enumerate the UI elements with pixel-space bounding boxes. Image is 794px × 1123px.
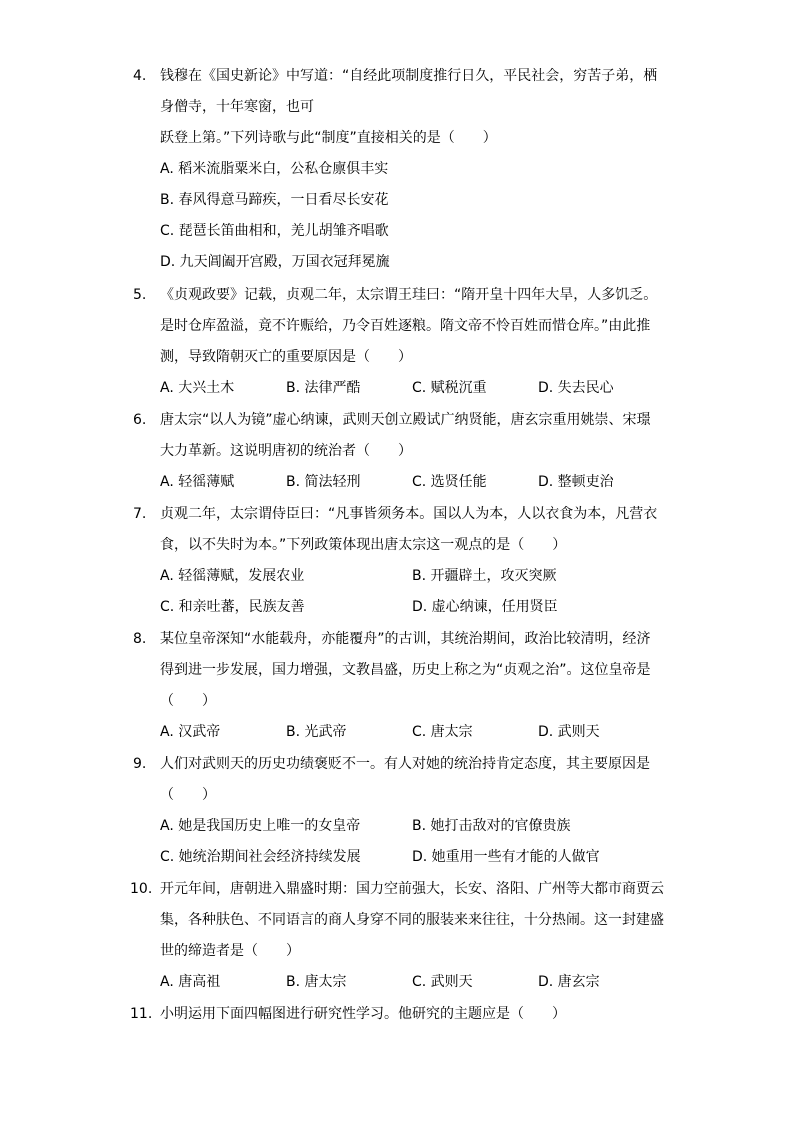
answer-option: D. 唐玄宗 (538, 974, 600, 990)
question-text: （ ） (160, 787, 216, 803)
question-number: 9. (133, 756, 147, 772)
answer-option: D. 整顿吏治 (538, 474, 614, 490)
question-text: （ ） (160, 693, 216, 709)
question-text: 是时仓库盈溢，竟不许赈给，乃令百姓逐粮。隋文帝不怜百姓而惜仓库。”由此推 (160, 318, 651, 334)
answer-option: C. 她统治期间社会经济持续发展 (160, 849, 361, 865)
question-text: 世的缔造者是（ ） (160, 943, 300, 959)
question-text: 跃登上第。”下列诗歌与此“制度”直接相关的是（ ） (160, 130, 497, 146)
answer-option: B. 简法轻刑 (286, 474, 361, 490)
question-text: 集，各种肤色、不同语言的商人身穿不同的服装来来往往，十分热闹。这一封建盛 (160, 912, 664, 928)
answer-option: D. 失去民心 (538, 380, 614, 396)
answer-option: A. 大兴土木 (160, 380, 235, 396)
question-number: 10. (130, 881, 153, 897)
question-text: 开元年间，唐朝进入鼎盛时期：国力空前强大，长安、洛阳、广州等大都市商贾云 (160, 881, 664, 897)
question-number: 7. (133, 506, 147, 522)
answer-option: D. 武则天 (538, 724, 600, 740)
question-text: 《贞观政要》记载，贞观二年，太宗谓王珪曰：“隋开皇十四年大旱，人多饥乏。 (160, 287, 658, 303)
question-text: 小明运用下面四幅图进行研究性学习。他研究的主题应是（ ） (160, 1006, 566, 1022)
question-text: 钱穆在《国史新论》中写道：“自经此项制度推行日久，平民社会，穷苦子弟，栖 (160, 68, 658, 84)
question-text: 贞观二年，太宗谓侍臣曰：“凡事皆须务本。国以人为本，人以衣食为本，凡营衣 (160, 506, 658, 522)
answer-option: A. 汉武帝 (160, 724, 221, 740)
answer-option: A. 她是我国历史上唯一的女皇帝 (160, 818, 361, 834)
question-text: 测，导致隋朝灭亡的重要原因是（ ） (160, 349, 412, 365)
question-text: 大力革新。这说明唐初的统治者（ ） (160, 443, 412, 459)
answer-option: C. 武则天 (412, 974, 473, 990)
answer-option: C. 琵琶长笛曲相和，羌儿胡雏齐唱歌 (160, 223, 389, 239)
answer-option: C. 选贤任能 (412, 474, 487, 490)
question-text: 某位皇帝深知“水能载舟，亦能覆舟”的古训，其统治期间，政治比较清明，经济 (160, 631, 651, 647)
answer-option: B. 唐太宗 (286, 974, 347, 990)
answer-option: C. 唐太宗 (412, 724, 473, 740)
question-number: 6. (133, 412, 147, 428)
question-text: 得到进一步发展，国力增强，文教昌盛，历史上称之为“贞观之治”。这位皇帝是 (160, 662, 651, 678)
question-number: 5. (133, 287, 147, 303)
answer-option: A. 稻米流脂粟米白，公私仓廪俱丰实 (160, 161, 389, 177)
answer-option: B. 春风得意马蹄疾，一日看尽长安花 (160, 192, 389, 208)
question-text: 人们对武则天的历史功绩褒贬不一。有人对她的统治持肯定态度，其主要原因是 (160, 756, 650, 772)
answer-option: B. 法律严酷 (286, 380, 361, 396)
answer-option: C. 赋税沉重 (412, 380, 487, 396)
answer-option: D. 虚心纳谏，任用贤臣 (412, 599, 558, 615)
question-text: 食，以不失时为本。”下列政策体现出唐太宗这一观点的是（ ） (160, 537, 567, 553)
answer-option: A. 轻徭薄赋，发展农业 (160, 568, 305, 584)
answer-option: B. 开疆辟土，攻灭突厥 (412, 568, 557, 584)
answer-option: B. 她打击敌对的官僚贵族 (412, 818, 571, 834)
answer-option: A. 轻徭薄赋 (160, 474, 235, 490)
question-number: 4. (133, 68, 147, 84)
answer-option: D. 九天阊阖开宫殿，万国衣冠拜冕旒 (160, 254, 390, 270)
answer-option: D. 她重用一些有才能的人做官 (412, 849, 600, 865)
question-number: 11. (130, 1006, 153, 1022)
answer-option: C. 和亲吐蕃，民族友善 (160, 599, 305, 615)
question-text: 唐太宗“以人为镜”虚心纳谏，武则天创立殿试广纳贤能，唐玄宗重用姚崇、宋璟 (160, 412, 651, 428)
question-number: 8. (133, 631, 147, 647)
answer-option: B. 光武帝 (286, 724, 347, 740)
question-text: 身僧寺，十年寒窗，也可 (160, 99, 314, 115)
answer-option: A. 唐高祖 (160, 974, 221, 990)
